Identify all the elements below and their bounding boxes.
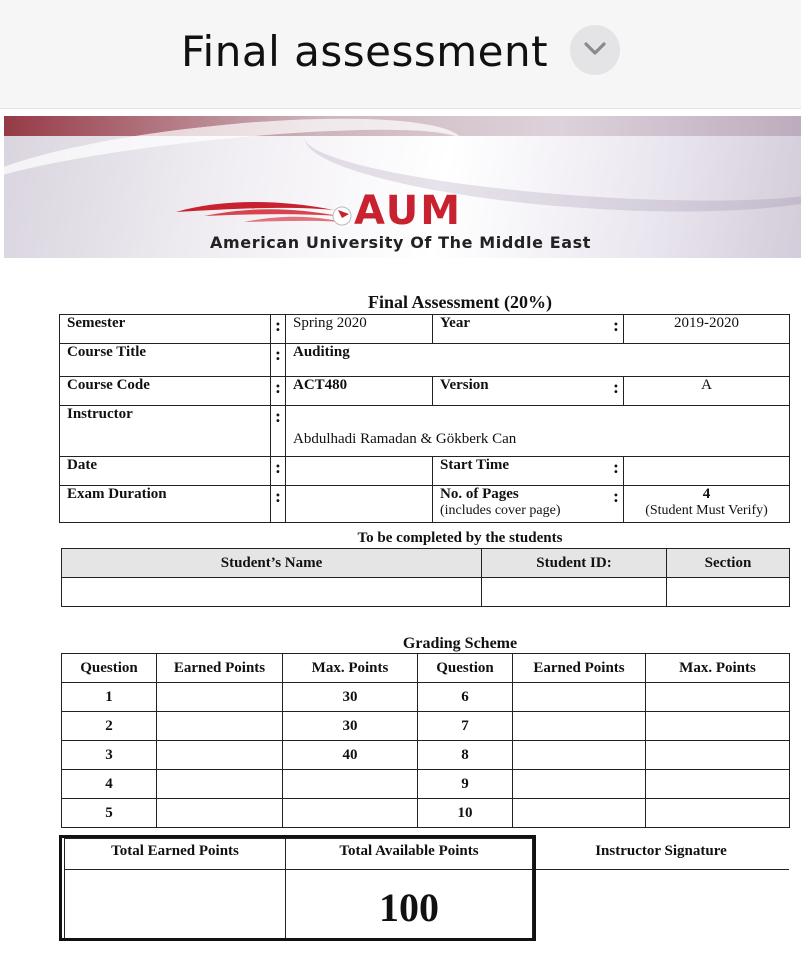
date-label: Date <box>60 457 271 486</box>
colon: : <box>271 486 286 523</box>
student-id-header: Student ID: <box>482 549 667 578</box>
table-row <box>62 683 790 712</box>
table-row <box>62 741 790 770</box>
course-title-label: Course Title <box>60 344 271 377</box>
duration-label: Exam Duration <box>60 486 271 523</box>
question-number: 5 <box>62 799 157 828</box>
student-id-field[interactable] <box>482 578 667 607</box>
colon: : <box>271 315 286 344</box>
question-number: 1 <box>62 683 157 712</box>
instructor-signature-label: Instructor Signature <box>533 839 790 870</box>
table-row <box>62 799 790 828</box>
grade-header: Max. Points <box>646 654 790 683</box>
question-number: 9 <box>418 770 513 799</box>
grade-header: Question <box>62 654 157 683</box>
start-time-value <box>624 457 790 486</box>
earned-points-field[interactable] <box>513 712 646 741</box>
question-number: 7 <box>418 712 513 741</box>
max-points: 30 <box>283 683 418 712</box>
logo-text: AUM <box>354 188 463 234</box>
pages-value-cell <box>624 486 790 523</box>
duration-value <box>286 486 433 523</box>
grading-caption: Grading Scheme <box>402 635 518 652</box>
date-value <box>286 457 433 486</box>
question-number: 6 <box>418 683 513 712</box>
start-time-label: Start Time <box>433 457 610 486</box>
earned-points-field[interactable] <box>157 683 283 712</box>
student-name-header: Student’s Name <box>62 549 482 578</box>
colon: : <box>271 457 286 486</box>
earned-points-field[interactable] <box>157 712 283 741</box>
total-earned-label: Total Earned Points <box>65 839 286 870</box>
course-title-value: Auditing <box>286 344 790 377</box>
colon: : <box>609 457 624 486</box>
table-row <box>62 770 790 799</box>
grade-header: Max. Points <box>283 654 418 683</box>
student-name-field[interactable] <box>62 578 482 607</box>
max-points <box>646 712 790 741</box>
colon: : <box>271 377 286 406</box>
colon: : <box>609 486 624 523</box>
pages-value-note: (Student Must Verify) <box>645 503 768 518</box>
colon: : <box>609 377 624 406</box>
earned-points-field[interactable] <box>157 770 283 799</box>
earned-points-field[interactable] <box>513 683 646 712</box>
max-points <box>283 770 418 799</box>
version-value: A <box>624 377 790 406</box>
max-points <box>646 683 790 712</box>
window-title: Final assessment <box>180 27 549 76</box>
pages-cell <box>433 486 610 523</box>
year-value: 2019-2020 <box>624 315 790 344</box>
document-title-bar[interactable] <box>0 24 801 77</box>
top-bar <box>0 0 801 109</box>
question-number: 8 <box>418 741 513 770</box>
course-info-table <box>59 314 790 523</box>
chevron-down-icon[interactable] <box>570 25 620 75</box>
max-points: 40 <box>283 741 418 770</box>
colon: : <box>271 406 286 457</box>
earned-points-field[interactable] <box>157 741 283 770</box>
earned-points-field[interactable] <box>513 741 646 770</box>
earned-points-field[interactable] <box>513 799 646 828</box>
max-points <box>283 799 418 828</box>
total-available-label: Total Available Points <box>286 839 533 870</box>
question-number: 4 <box>62 770 157 799</box>
totals-frame <box>59 835 536 941</box>
colon: : <box>609 315 624 344</box>
course-code-value: ACT480 <box>286 377 433 406</box>
pages-label: No. of Pages <box>440 486 519 502</box>
semester-label: Semester <box>60 315 271 344</box>
grade-header: Earned Points <box>157 654 283 683</box>
section-field[interactable] <box>667 578 790 607</box>
table-row <box>62 712 790 741</box>
assessment-title: Final Assessment (20%) <box>368 292 552 312</box>
grade-header: Question <box>418 654 513 683</box>
max-points <box>646 770 790 799</box>
version-label: Version <box>433 377 610 406</box>
max-points: 30 <box>283 712 418 741</box>
earned-points-field[interactable] <box>513 770 646 799</box>
instructor-value: Abdulhadi Ramadan & Gökberk Can <box>286 406 790 457</box>
course-code-label: Course Code <box>60 377 271 406</box>
pages-value: 4 <box>702 486 711 502</box>
earned-points-field[interactable] <box>157 799 283 828</box>
instructor-signature-field[interactable] <box>533 870 790 941</box>
semester-value: Spring 2020 <box>286 315 433 344</box>
university-name: American University Of The Middle East <box>210 233 591 252</box>
grading-table <box>61 653 790 828</box>
students-caption: To be completed by the students <box>357 530 563 546</box>
question-number: 10 <box>418 799 513 828</box>
colon: : <box>271 344 286 377</box>
max-points <box>646 799 790 828</box>
total-available-value: 100 <box>379 884 439 930</box>
question-number: 3 <box>62 741 157 770</box>
year-label: Year <box>433 315 610 344</box>
pages-note: (includes cover page) <box>440 503 561 518</box>
instructor-label: Instructor <box>60 406 271 457</box>
max-points <box>646 741 790 770</box>
student-table <box>61 548 790 607</box>
section-header: Section <box>667 549 790 578</box>
grade-header: Earned Points <box>513 654 646 683</box>
question-number: 2 <box>62 712 157 741</box>
